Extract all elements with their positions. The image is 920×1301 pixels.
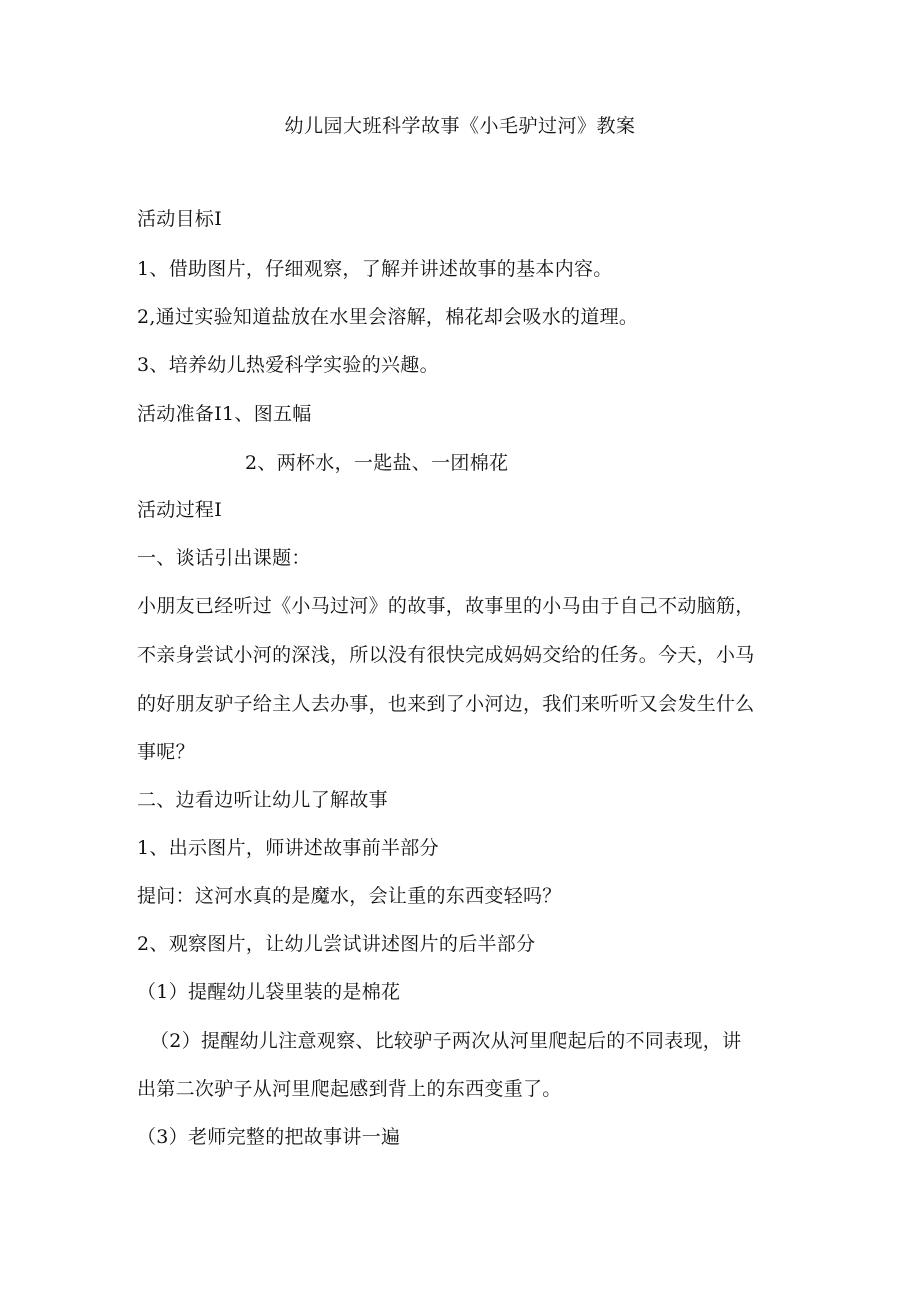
section-2-heading: 二、边看边听让幼儿了解故事: [137, 789, 388, 811]
goal-item-3: 3、培养幼儿热爱科学实验的兴趣。: [137, 354, 439, 376]
step-2: 2、观察图片，让幼儿尝试讲述图片的后半部分: [137, 933, 536, 955]
question-line: 提问：这河水真的是魔水，会让重的东西变轻吗？: [137, 885, 562, 907]
step-1: 1、出示图片，师讲述故事前半部分: [137, 837, 439, 859]
goal-item-1: 1、借助图片，仔细观察，了解并讲述故事的基本内容。: [137, 258, 613, 280]
goals-heading: 活动目标I: [137, 208, 223, 230]
paragraph-line: 小朋友已经听过《小马过河》的故事，故事里的小马由于自己不动脑筋，: [137, 595, 755, 617]
prep-line-1: 活动准备I1、图五幅: [137, 403, 312, 425]
paragraph-line: 的好朋友驴子给主人去办事，也来到了小河边，我们来听听又会发生什么: [137, 693, 755, 715]
document-title: 幼儿园大班科学故事《小毛驴过河》教案: [284, 115, 636, 137]
paragraph-line: 事呢？: [137, 741, 195, 763]
sub-item-2-line-1: （2）提醒幼儿注意观察、比较驴子两次从河里爬起后的不同表现，讲: [150, 1030, 742, 1052]
process-heading: 活动过程I: [137, 499, 223, 521]
goal-item-2: 2,通过实验知道盐放在水里会溶解，棉花却会吸水的道理。: [137, 306, 639, 328]
paragraph-line: 不亲身尝试小河的深浅，所以没有很快完成妈妈交给的任务。今天，小马: [137, 644, 755, 666]
prep-line-2: 2、两杯水，一匙盐、一团棉花: [245, 452, 509, 474]
sub-item-2-line-2: 出第二次驴子从河里爬起感到背上的东西变重了。: [137, 1078, 562, 1100]
sub-item-3: （3）老师完整的把故事讲一遍: [137, 1126, 401, 1148]
sub-item-1: （1）提醒幼儿袋里装的是棉花: [137, 981, 401, 1003]
section-1-heading: 一、谈话引出课题：: [137, 547, 311, 569]
